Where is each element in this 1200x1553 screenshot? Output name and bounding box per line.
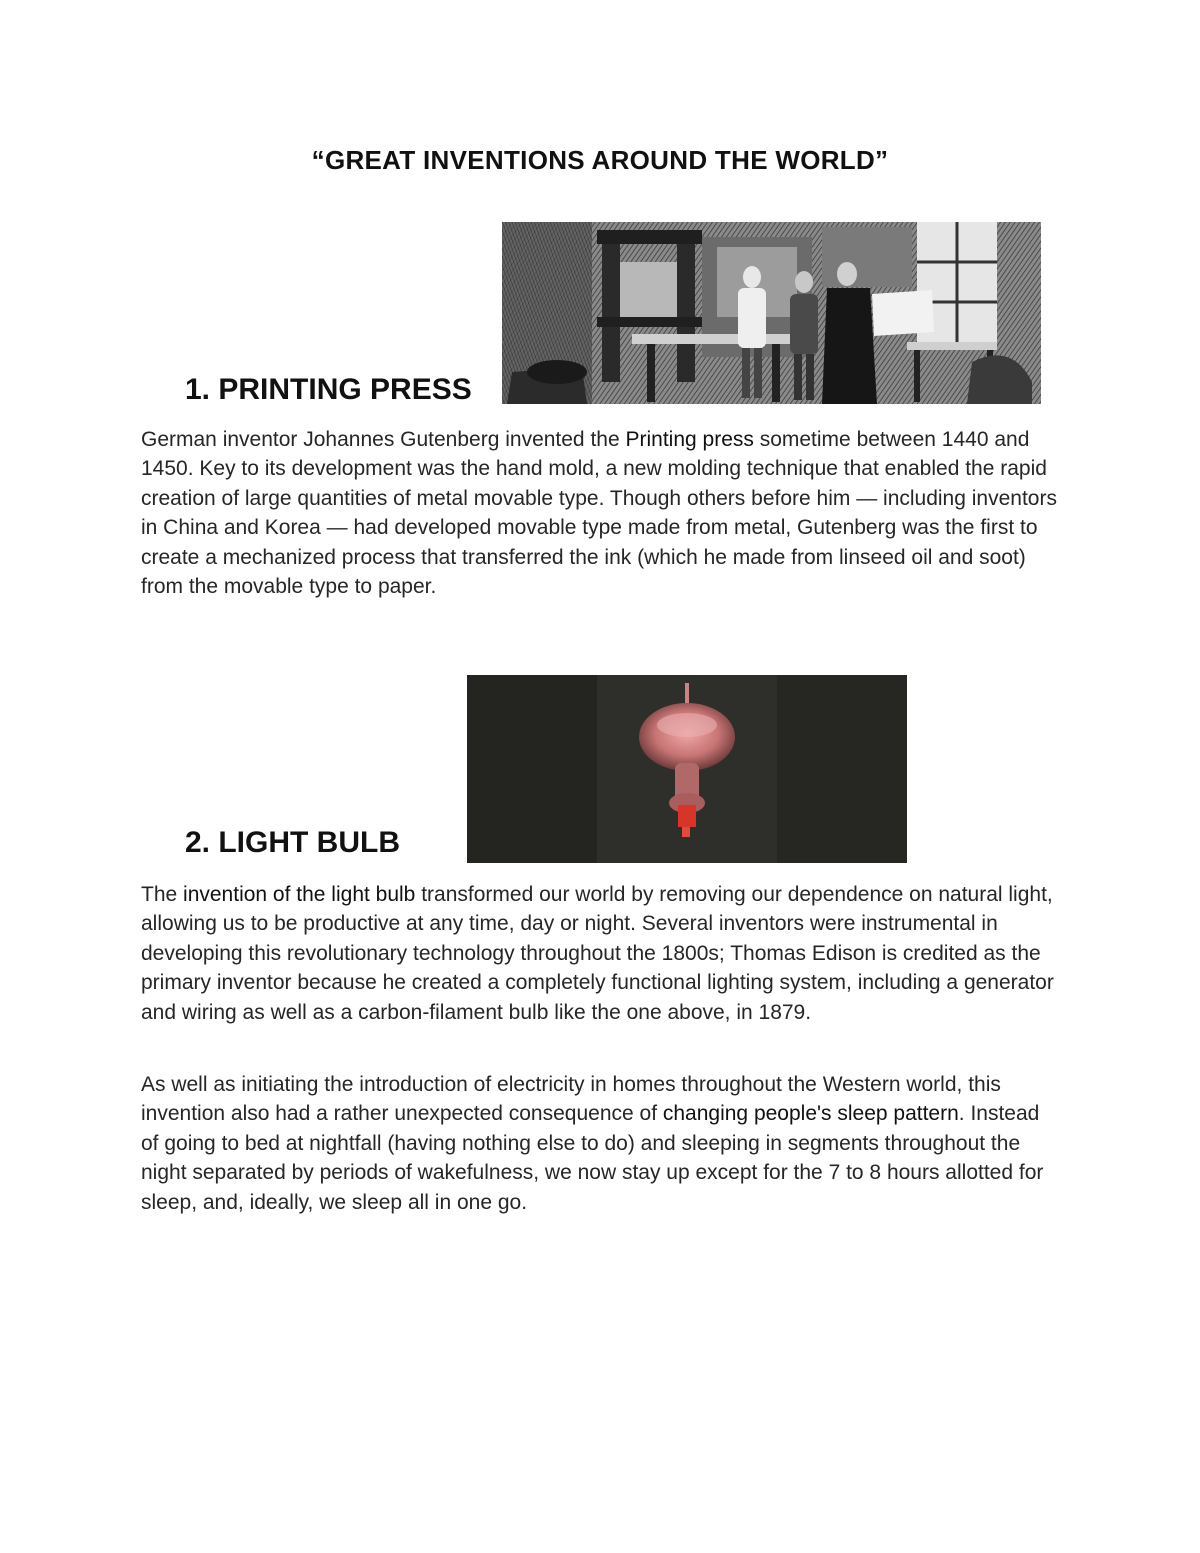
page-title: “GREAT INVENTIONS AROUND THE WORLD” xyxy=(311,145,889,175)
paragraph-text: German inventor Johannes Gutenberg invented the xyxy=(141,428,626,451)
section-heading: 1. PRINTING PRESS xyxy=(185,373,472,406)
section-body xyxy=(141,880,1061,1027)
light-bulb-photo-icon xyxy=(467,675,907,863)
section-body xyxy=(141,1070,1061,1217)
paragraph-text: The xyxy=(141,883,184,906)
paragraph xyxy=(141,880,1061,1027)
section-heading: 2. LIGHT BULB xyxy=(185,826,400,859)
paragraph-highlight: changing people's sleep pattern xyxy=(662,1102,959,1126)
paragraph-highlight: Printing press xyxy=(625,428,754,451)
printing-press-engraving-icon xyxy=(502,222,1041,404)
paragraph-highlight: invention of the light bulb xyxy=(183,883,416,906)
printing-press-image xyxy=(502,222,1041,404)
paragraph-text: transformed our world by removing our dependence on natural light, allowing us to be productive at any time, day or night. Several inventors were instrumental in developing this revolutionary technology throughout the 1800s; Thomas Edison is credited as the primary inventor because he created a completely functional lighting system, including a generator and wiring as well as a carbon-filament bulb like the one above, in 1879. xyxy=(141,883,1054,1024)
paragraph-text: . Instead of going to bed at nightfall (having nothing else to do) and sleeping in segments throughout the night separated by periods of wakefulness, we now stay up except for the 7 to 8 hours allotted for sleep, and, ideally, we sleep all in one go. xyxy=(141,1102,1044,1214)
paragraph xyxy=(141,1070,1061,1217)
section-body xyxy=(141,425,1061,601)
paragraph-text: sometime between 1440 and 1450. Key to its development was the hand mold, a new molding technique that enabled the rapid creation of large quantities of metal movable type. Though others before him — including inventors in China and Korea — had developed movable type made from metal, Gutenberg was the first to create a mechanized process that transferred the ink (which he made from linseed oil and soot) from the movable type to paper. xyxy=(141,428,1057,599)
paragraph-text: As well as initiating the introduction of electricity in homes throughout the Western world, this invention also had a rather unexpected consequence of xyxy=(141,1073,1001,1126)
light-bulb-image xyxy=(467,675,907,863)
paragraph xyxy=(141,425,1061,601)
